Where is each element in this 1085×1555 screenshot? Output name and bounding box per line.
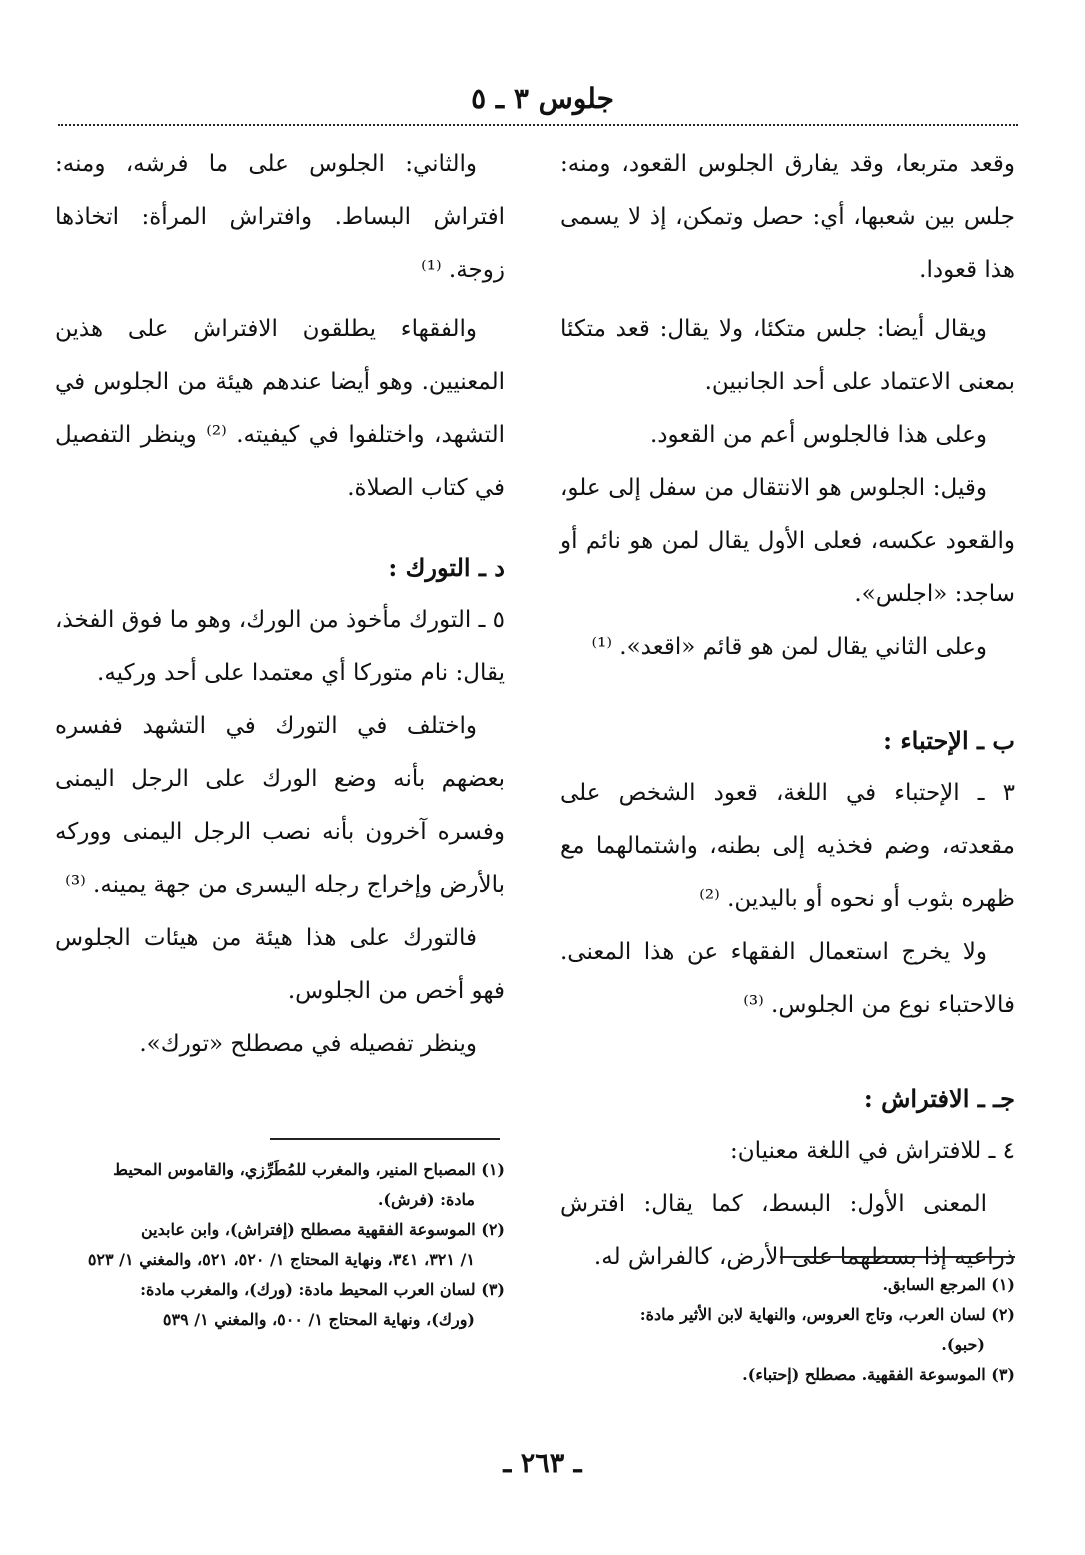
page-number: ـ ٢٦٣ ـ bbox=[503, 1448, 582, 1479]
footnote-rule bbox=[780, 1256, 1015, 1258]
footnotes-left bbox=[55, 1155, 505, 1335]
footnote-number: (١) bbox=[481, 1160, 505, 1179]
footnote-text: المرجع السابق. bbox=[882, 1275, 986, 1294]
footnote-text: الموسوعة الفقهية مصطلح (إفتراش)، وابن عابدين bbox=[140, 1220, 476, 1239]
footnotes-right bbox=[560, 1270, 1015, 1390]
footnote-continuation: ١/ ٣٢١، ٣٤١، ونهاية المحتاج ١/ ٥٢٠، ٥٢١، والمغني ١/ ٥٢٣ bbox=[87, 1250, 475, 1269]
footnote bbox=[560, 1300, 1015, 1360]
footnote-number: (١) bbox=[991, 1275, 1015, 1294]
paragraph: وقيل: الجلوس هو الانتقال من سفل إلى علو، والقعود عكسه، فعلى الأول يقال لمن هو نائم أو ساجد: «اجلس». bbox=[560, 475, 1015, 607]
paragraph: وقعد متربعا، وقد يفارق الجلوس القعود، ومنه: جلس بين شعبها، أي: حصل وتمكن، إذ لا يسمى هذا قعودا. bbox=[560, 151, 1015, 283]
footnote bbox=[560, 1360, 1015, 1390]
footnote-continuation: (ورك)، ونهاية المحتاج ١/ ٥٠٠، والمغني ١/ ٥٣٩ bbox=[162, 1310, 475, 1329]
section-heading-b: ب ـ الإحتباء : bbox=[883, 726, 1015, 755]
paragraph: ٥ ـ التورك مأخوذ من الورك، وهو ما فوق الفخذ، يقال: نام متوركا أي معتمدا على أحد وركيه. bbox=[55, 607, 505, 686]
footnote-rule bbox=[270, 1138, 500, 1140]
footnote-number: (٣) bbox=[481, 1280, 505, 1299]
section-heading-d: د ـ التورك : bbox=[388, 553, 505, 582]
footnote-continuation: (حبو). bbox=[941, 1335, 985, 1354]
right-column bbox=[560, 138, 1015, 1284]
footnote bbox=[55, 1275, 505, 1335]
footnote bbox=[55, 1215, 505, 1275]
paragraph: ٤ ـ للافتراش في اللغة معنيان: bbox=[729, 1138, 1015, 1164]
paragraph: فالتورك على هذا هيئة من هيئات الجلوس فهو أخص من الجلوس. bbox=[55, 925, 505, 1004]
header-dotted-rule bbox=[58, 124, 1018, 126]
footnote-text: لسان العرب، وتاج العروس، والنهاية لابن الأثير مادة: bbox=[639, 1305, 986, 1324]
footnote bbox=[560, 1270, 1015, 1300]
left-column bbox=[55, 138, 505, 1071]
paragraph: ويقال أيضا: جلس متكئا، ولا يقال: قعد متكئا بمعنى الاعتماد على أحد الجانبين. bbox=[560, 316, 1015, 395]
paragraph: وعلى الثاني يقال لمن هو قائم «اقعد». ⁽¹⁾ bbox=[591, 634, 987, 660]
footnote-text: لسان العرب المحيط مادة: (ورك)، والمغرب مادة: bbox=[140, 1280, 476, 1299]
footnote-text: الموسوعة الفقهية. مصطلح (إحتباء). bbox=[742, 1365, 986, 1384]
paragraph: ٣ ـ الإحتباء في اللغة، قعود الشخص على مقعدته، وضم فخذيه إلى بطنه، واشتمالهما مع ظهره بثوب أو نحوه أو باليدين. ⁽²⁾ bbox=[560, 780, 1015, 912]
paragraph: وعلى هذا فالجلوس أعم من القعود. bbox=[649, 422, 987, 448]
paragraph: والثاني: الجلوس على ما فرشه، ومنه: افتراش البساط. وافتراش المرأة: اتخاذها زوجة. ⁽¹⁾ bbox=[55, 151, 505, 283]
section-heading-c: جـ ـ الافتراش : bbox=[863, 1084, 1015, 1113]
paragraph: المعنى الأول: البسط، كما يقال: افترش ذراعيه إذا بسطهما على الأرض، كالفراش له. bbox=[560, 1191, 1015, 1270]
paragraph: واختلف في التورك في التشهد ففسره بعضهم بأنه وضع الورك على الرجل اليمنى وفسره آخرون بأنه نصب الرجل اليمنى ووركه بالأرض وإخراج رجله اليسرى من جهة يمينه. ⁽³⁾ bbox=[55, 713, 505, 898]
paragraph: والفقهاء يطلقون الافتراش على هذين المعنيين. وهو أيضا عندهم هيئة من الجلوس في التشهد، واختلفوا في كيفيته. ⁽²⁾ وينظر التفصيل في كتاب الصلاة. bbox=[55, 316, 505, 501]
paragraph: وينظر تفصيله في مصطلح «تورك». bbox=[139, 1031, 477, 1057]
running-header: جلوس ٣ ـ ٥ bbox=[471, 82, 614, 115]
footnote bbox=[55, 1155, 505, 1215]
footnote-continuation: مادة: (فرش). bbox=[377, 1190, 475, 1209]
footnote-text: المصباح المنير، والمغرب للمُطَرِّزي، والقاموس المحيط bbox=[113, 1160, 476, 1179]
footnote-number: (٣) bbox=[991, 1365, 1015, 1384]
footnote-number: (٢) bbox=[991, 1305, 1015, 1324]
paragraph: ولا يخرج استعمال الفقهاء عن هذا المعنى. فالاحتباء نوع من الجلوس. ⁽³⁾ bbox=[560, 939, 1015, 1018]
footnote-number: (٢) bbox=[481, 1220, 505, 1239]
